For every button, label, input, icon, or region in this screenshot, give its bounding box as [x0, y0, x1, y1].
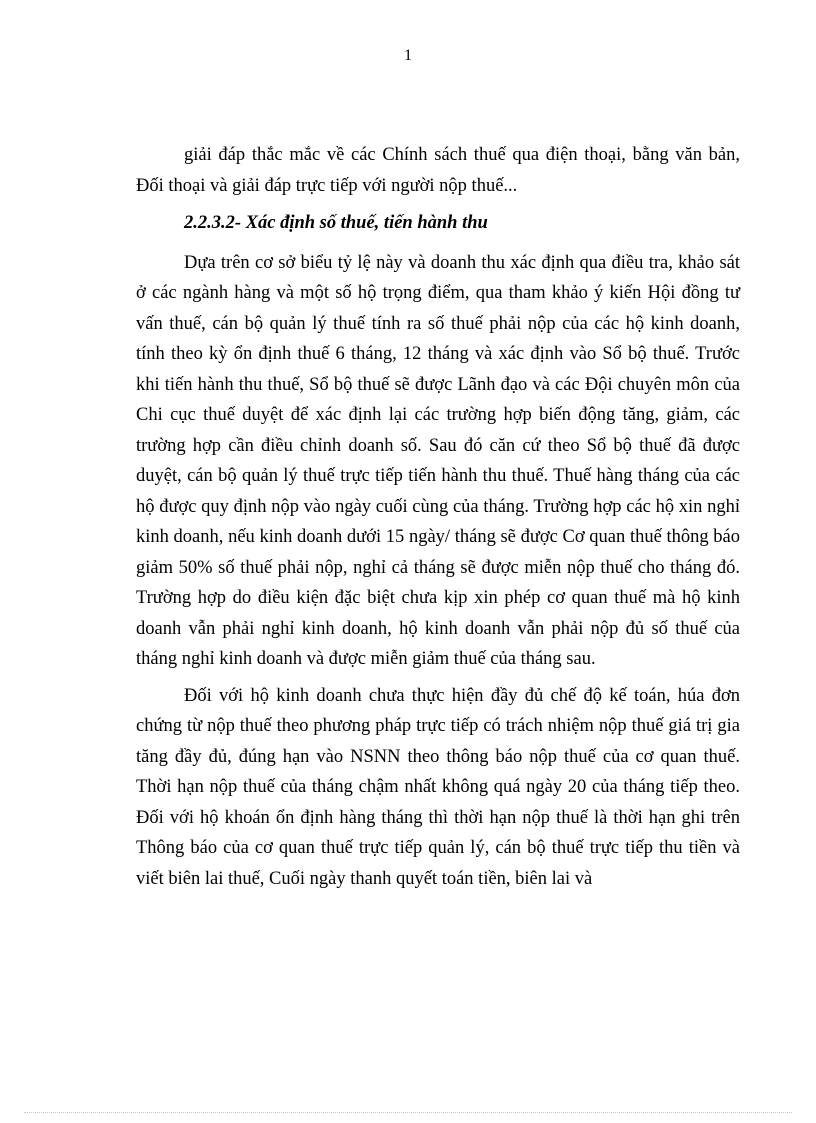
paragraph-tax-payment-deadline: Đối với hộ kinh doanh chưa thực hiện đầy đủ chế độ kế toán, húa đơn chứng từ nộp thuế theo phương pháp trực tiếp có trách nhiệm nộp thuế giá trị gia tăng đầy đủ, đúng hạn vào NSNN theo thông báo nộp thuế của cơ quan thuế. Thời hạn nộp thuế của tháng chậm nhất không quá ngày 20 của tháng tiếp theo. Đối với hộ khoán ổn định hàng tháng thì thời hạn nộp thuế là thời hạn ghi trên Thông báo của cơ quan thuế trực tiếp quản lý, cán bộ thuế trực tiếp thu tiền và viết biên lai thuế, Cuối ngày thanh quyết toán tiền, biên lai và: [136, 685, 740, 889]
paragraph-continued: giải đáp thắc mắc về các Chính sách thuế qua điện thoại, bằng văn bản, Đối thoại và giải đáp trực tiếp với người nộp thuế...: [136, 145, 740, 196]
paragraph-tax-determination: Dựa trên cơ sở biểu tỷ lệ này và doanh thu xác định qua điều tra, khảo sát ở các ngành hàng và một số hộ trọng điểm, qua tham khảo ý kiến Hội đồng tư vấn thuế, cán bộ quản lý thuế tính ra số thuế phải nộp của các hộ kinh doanh, tính theo kỳ ổn định thuế 6 tháng, 12 tháng và xác định vào Sổ bộ thuế. Trước khi tiến hành thu thuế, Sổ bộ thuế sẽ được Lãnh đạo và các Đội chuyên môn của Chi cục thuế duyệt để xác định lại các trường hợp biến động tăng, giảm, các trường hợp cần điều chỉnh doanh số. Sau đó căn cứ theo Sổ bộ thuế đã được duyệt, cán bộ quản lý thuế trực tiếp tiến hành thu thuế. Thuế hàng tháng của các hộ được quy định nộp vào ngày cuối cùng của tháng. Trường hợp các hộ xin nghỉ kinh doanh, nếu kinh doanh dưới 15 ngày/ tháng sẽ được Cơ quan thuế thông báo giảm 50% số thuế phải nộp, nghỉ cả tháng sẽ được miễn nộp thuế cho tháng đó. Trường hợp do điều kiện đặc biệt chưa kịp xin phép cơ quan thuế mà hộ kinh doanh vẫn phải nghỉ kinh doanh, hộ kinh doanh vẫn phải nộp đủ số thuế của tháng nghỉ kinh doanh và được miễn giảm thuế của tháng sau.: [136, 252, 740, 669]
page-number: 1: [404, 47, 412, 64]
page-bottom-divider: [24, 1112, 792, 1113]
document-body: [136, 140, 740, 894]
section-heading: 2.2.3.2- Xác định số thuế, tiến hành thu: [184, 213, 488, 233]
